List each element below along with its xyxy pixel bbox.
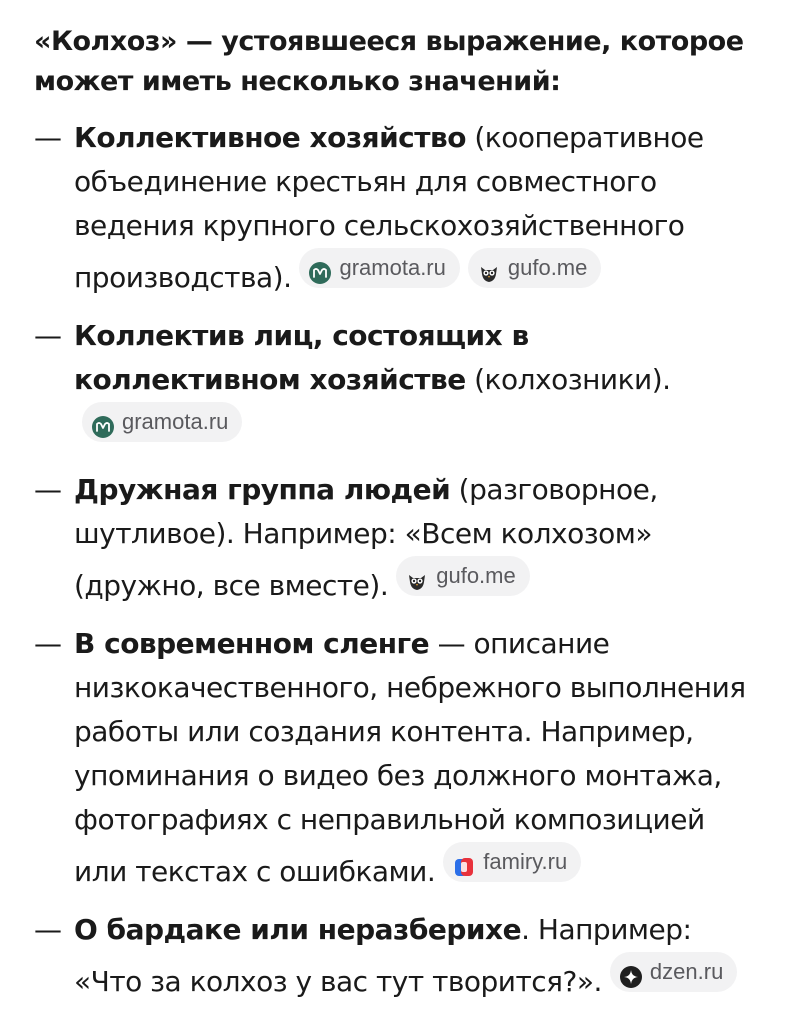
definition-text <box>74 116 764 300</box>
definition-text <box>74 622 764 894</box>
definition-term: Дружная группа людей <box>74 473 451 506</box>
source-label: gufo.me <box>507 255 588 280</box>
definition-item <box>34 622 764 894</box>
definition-text <box>74 314 764 454</box>
intro-heading: «Колхоз» — устоявшееся выражение, которое может иметь несколько значений: <box>34 26 744 97</box>
definition-description: (колхозники). <box>465 363 671 396</box>
definition-item <box>34 908 764 1004</box>
definition-term: О бардаке или неразберихе <box>74 913 522 946</box>
dash-bullet: — <box>34 473 62 506</box>
definition-item <box>34 116 764 300</box>
famiry-icon <box>453 851 475 873</box>
definition-term: В современном сленге <box>74 627 430 660</box>
dash-bullet: — <box>34 319 62 352</box>
definition-list <box>34 116 764 1004</box>
definition-term: Коллектив лиц, состоящих в коллективном хозяйстве <box>74 319 529 396</box>
source-chip[interactable] <box>443 842 581 882</box>
owl-icon <box>478 257 500 279</box>
definition-item <box>34 314 764 454</box>
dzen-icon <box>620 961 642 983</box>
definition-text <box>74 468 764 608</box>
definition-description: (кооперативное объединение крестьян для совместного ведения крупного сельскохозяйственного производства). <box>74 121 704 294</box>
owl-icon <box>406 565 428 587</box>
source-chip[interactable] <box>82 402 242 442</box>
definition-description: (разговорное, шутливое). Например: «Всем колхозом» (дружно, все вместе). <box>74 473 658 602</box>
source-label: gufo.me <box>436 563 516 588</box>
gramota-icon <box>92 411 114 433</box>
source-label: gramota.ru <box>339 255 446 280</box>
definition-description: . Например: «Что за колхоз у вас тут творится?». <box>74 913 692 998</box>
definition-item <box>34 468 764 608</box>
source-chip[interactable] <box>468 248 602 288</box>
source-label: famiry.ru <box>483 849 568 874</box>
dash-bullet: — <box>34 627 62 660</box>
dash-bullet: — <box>34 121 62 154</box>
source-label: dzen.ru <box>649 959 724 984</box>
source-chip[interactable] <box>396 556 530 596</box>
source-chip[interactable] <box>610 952 737 992</box>
definition-description: — описание низкокачественного, небрежного выполнения работы или создания контента. Например, упоминания о видео без должного монтажа, фотографиях с неправильной композицией или текстах с ошибками. <box>74 627 746 888</box>
source-chip[interactable] <box>299 248 459 288</box>
answer-block <box>34 22 764 1009</box>
gramota-icon <box>309 257 331 279</box>
definition-text <box>74 908 764 1004</box>
definition-term: Коллективное хозяйство <box>74 121 466 154</box>
source-label: gramota.ru <box>122 409 229 434</box>
dash-bullet: — <box>34 913 62 946</box>
